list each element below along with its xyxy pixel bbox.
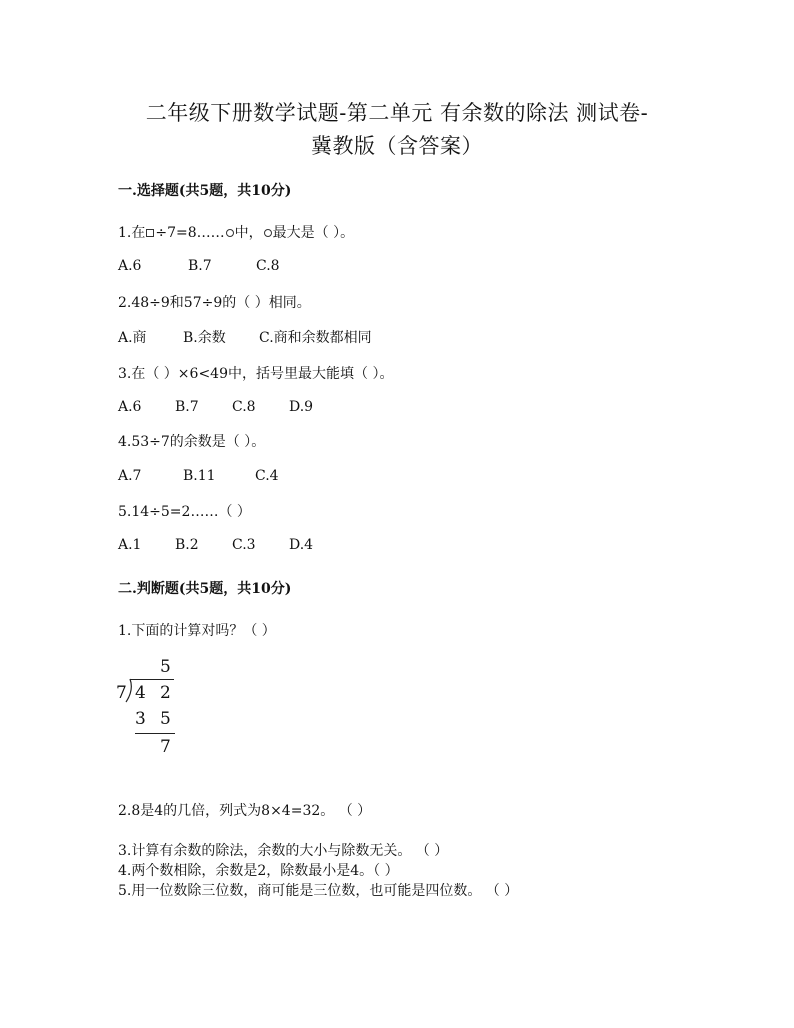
dividend-digit-1: 4 xyxy=(135,683,146,703)
product-digit-2: 5 xyxy=(160,709,171,729)
q1-post: 中， xyxy=(234,225,263,241)
option-b: B.7 xyxy=(188,258,212,274)
s2-question-4: 4.两个数相除，余数是2，除数最小是4。（ ） xyxy=(118,863,399,879)
s1-question-4: 4.53÷7的余数是（ ）。 xyxy=(118,434,266,450)
s1-q2-options xyxy=(118,327,372,347)
q1-pre: 1.在 xyxy=(118,225,146,241)
option-d: D.9 xyxy=(289,399,314,415)
title-line-1: 二年级下册数学试题-第二单元 有余数的除法 测试卷- xyxy=(145,101,649,125)
s2-question-2: 2.8是4的几倍，列式为8×4=32。 （ ） xyxy=(118,803,372,819)
s2-question-1: 1.下面的计算对吗？（ ） xyxy=(118,623,276,639)
circle-icon xyxy=(226,229,234,237)
s1-q3-options xyxy=(118,399,313,415)
option-a: A.1 xyxy=(118,537,142,553)
option-b: B.11 xyxy=(183,468,216,484)
product-digit-1: 3 xyxy=(135,709,146,729)
option-b: B.余数 xyxy=(183,330,226,346)
option-a: A.7 xyxy=(118,468,142,484)
s1-question-2: 2.48÷9和57÷9的（ ）相同。 xyxy=(118,295,311,311)
option-c: C.3 xyxy=(232,537,256,553)
dividend-digit-2: 2 xyxy=(160,683,171,703)
s1-question-5: 5.14÷5=2……（ ） xyxy=(118,504,251,520)
title-line-2: 冀教版（含答案） xyxy=(311,134,483,158)
option-b: B.2 xyxy=(175,537,199,553)
division-remainder: 7 xyxy=(160,737,171,757)
section1-heading: 一.选择题(共5题，共10分) xyxy=(118,183,292,199)
option-c: C.8 xyxy=(256,258,280,274)
s1-question-1 xyxy=(118,222,354,242)
option-d: D.4 xyxy=(289,537,314,553)
s1-q1-options xyxy=(118,258,280,274)
option-b: B.7 xyxy=(175,399,199,415)
section2-heading: 二.判断题(共5题，共10分) xyxy=(118,581,292,597)
q1-mid: ÷7=8…… xyxy=(155,225,225,241)
division-quotient: 5 xyxy=(160,657,171,677)
s2-question-3: 3.计算有余数的除法，余数的大小与除数无关。 （ ） xyxy=(118,843,449,859)
division-bar xyxy=(130,679,174,680)
option-a: A.6 xyxy=(118,258,142,274)
s1-question-3: 3.在（ ）×6<49中，括号里最大能填（ ）。 xyxy=(118,366,394,382)
option-c: C.商和余数都相同 xyxy=(259,330,372,346)
option-c: C.4 xyxy=(255,468,279,484)
s1-q5-options xyxy=(118,537,313,553)
option-a: A.商 xyxy=(118,330,147,346)
division-divisor: 7 xyxy=(116,683,127,703)
s2-question-5: 5.用一位数除三位数，商可能是三位数，也可能是四位数。 （ ） xyxy=(118,883,519,899)
square-box-icon xyxy=(146,229,154,237)
s1-q4-options xyxy=(118,468,279,484)
option-a: A.6 xyxy=(118,399,142,415)
q1-post2: 最大是（ ）。 xyxy=(272,225,355,241)
option-c: C.8 xyxy=(232,399,256,415)
circle-icon xyxy=(264,229,272,237)
subtraction-line xyxy=(135,733,175,734)
